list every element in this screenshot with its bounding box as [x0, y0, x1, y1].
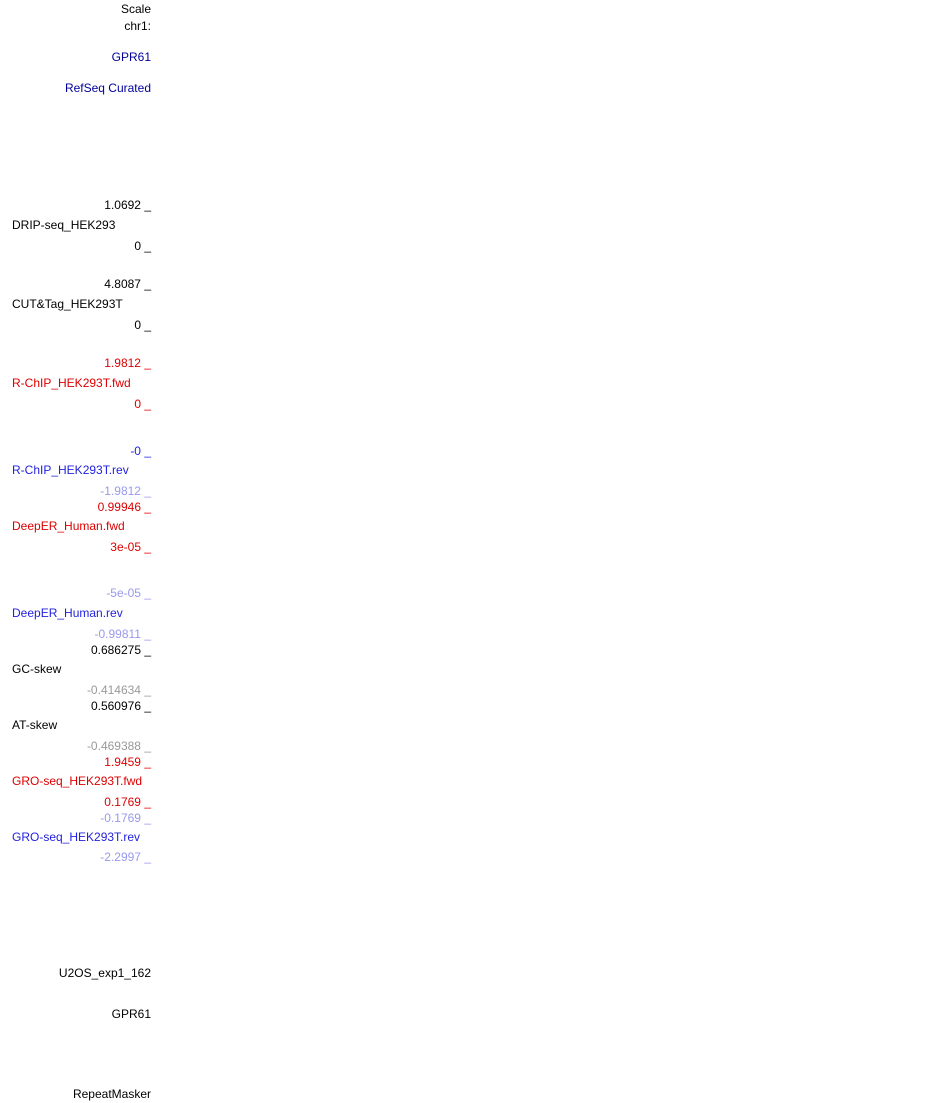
axis-min-deeper-fwd: 3e-05 _ [110, 540, 151, 554]
axis-max-deeper-fwd: 0.99946 _ [97, 500, 151, 514]
track-label-groseq-fwd[interactable]: GRO-seq_HEK293T.fwd [12, 774, 143, 788]
track-label-u2os-exp1-162[interactable]: U2OS_exp1_162 [58, 966, 151, 980]
axis-max-cuttag: 4.8087 _ [104, 277, 151, 291]
axis-max-deeper-rev: -5e-05 _ [106, 586, 151, 600]
gene-label-gpr61-top[interactable]: GPR61 [111, 50, 151, 64]
track-label-cuttag[interactable]: CUT&Tag_HEK293T [12, 297, 123, 311]
axis-max-groseq-rev: -0.1769 _ [100, 811, 151, 825]
axis-max-rchip-fwd: 1.9812 _ [104, 356, 151, 370]
axis-min-groseq-fwd: 0.1769 _ [104, 795, 151, 809]
axis-max-dripseq: 1.0692 _ [104, 198, 151, 212]
track-label-rchip-fwd[interactable]: R-ChIP_HEK293T.fwd [12, 376, 131, 390]
track-label-rchip-rev[interactable]: R-ChIP_HEK293T.rev [12, 463, 129, 477]
axis-min-atskew: -0.469388 _ [86, 739, 151, 753]
axis-min-deeper-rev: -0.99811 _ [94, 627, 151, 641]
track-label-groseq-rev[interactable]: GRO-seq_HEK293T.rev [12, 830, 141, 844]
axis-max-atskew: 0.560976 _ [90, 699, 151, 713]
track-area[interactable] [151, 0, 950, 1103]
track-label-dripseq[interactable]: DRIP-seq_HEK293 [12, 218, 116, 232]
scale-label: Scale [120, 2, 151, 16]
axis-max-rchip-rev: -0 _ [130, 444, 151, 458]
track-label-deeper-fwd[interactable]: DeepER_Human.fwd [12, 519, 125, 533]
track-label-atskew[interactable]: AT-skew [12, 718, 58, 732]
track-label-repeatmasker[interactable]: RepeatMasker [72, 1087, 151, 1101]
axis-min-rchip-fwd: 0 _ [134, 397, 151, 411]
track-label-gcskew[interactable]: GC-skew [12, 662, 62, 676]
axis-min-cuttag: 0 _ [134, 318, 151, 332]
axis-min-rchip-rev: -1.9812 _ [100, 484, 151, 498]
axis-max-groseq-fwd: 1.9459 _ [104, 755, 151, 769]
axis-min-gcskew: -0.414634 _ [86, 683, 151, 697]
axis-min-dripseq: 0 _ [134, 239, 151, 253]
axis-max-gcskew: 0.686275 _ [90, 643, 151, 657]
gene-label-gpr61-bottom[interactable]: GPR61 [111, 1007, 151, 1021]
axis-min-groseq-rev: -2.2997 _ [100, 850, 151, 864]
track-label-refseq-curated[interactable]: RefSeq Curated [64, 81, 151, 95]
position-chrom-label: chr1: [124, 19, 151, 33]
track-label-deeper-rev[interactable]: DeepER_Human.rev [12, 606, 123, 620]
